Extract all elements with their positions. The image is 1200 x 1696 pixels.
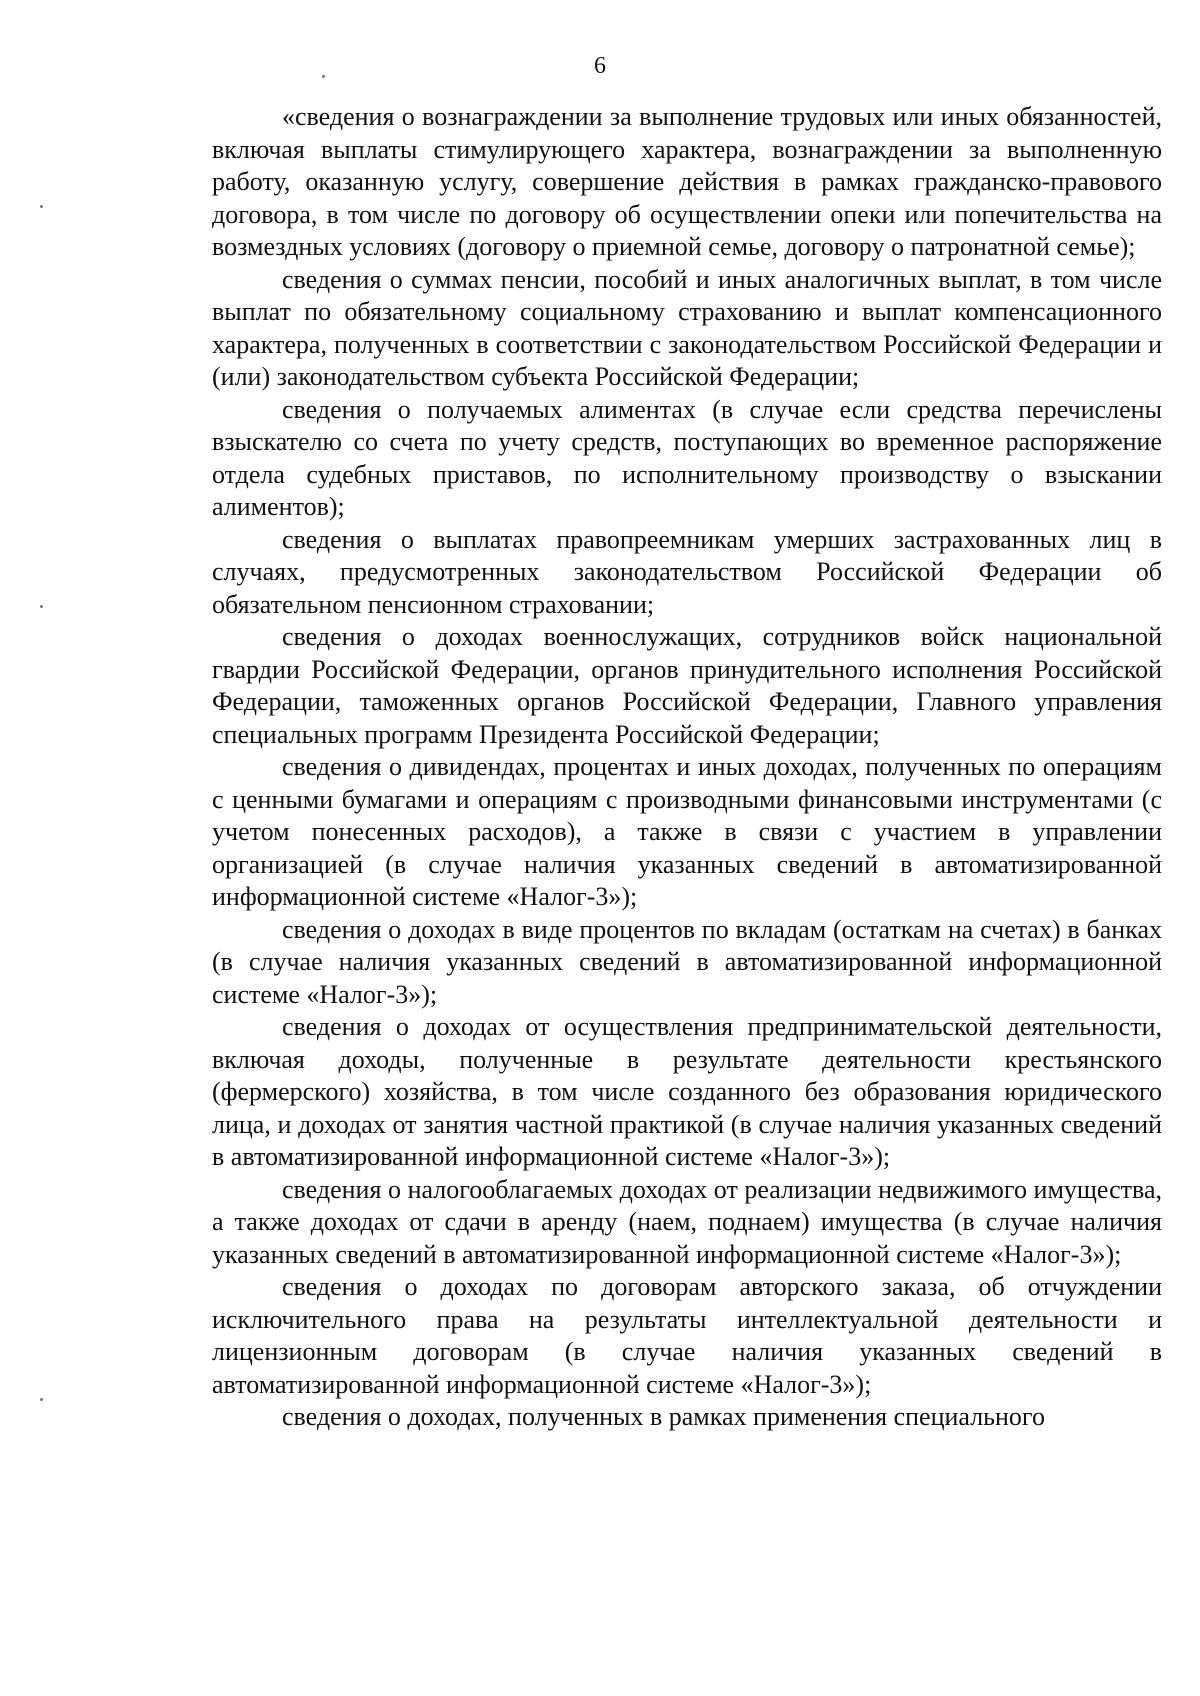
scan-mark: [40, 205, 43, 208]
paragraph: сведения о доходах, полученных в рамках применения специального: [282, 1402, 1045, 1431]
scan-mark: [40, 1398, 43, 1401]
scan-mark: [322, 75, 325, 78]
document-body: [212, 101, 1162, 1434]
page-number: 6: [594, 53, 606, 79]
paragraph: сведения о дивидендах, процентах и иных доходах, полученных по операциям с ценными бумагами и операциям с производными финансовыми инструментами (с учетом понесенных расходов), а также в связи с участием в управлении организацией (в случае наличия указанных сведений в автоматизированной информационной системе «Налог-3»);: [212, 752, 1162, 911]
paragraph: сведения о суммах пенсии, пособий и иных аналогичных выплат, в том числе выплат по обязательному социальному страхованию и выплат компенсационного характера, полученных в соответствии с законодательством Российской Федерации и (или) законодательством субъекта Российской Федерации;: [212, 264, 1162, 391]
paragraph: сведения о выплатах правопреемникам умерших застрахованных лиц в случаях, предусмотренных законодательством Российской Федерации об обязательном пенсионном страховании;: [212, 524, 1162, 619]
paragraph: «сведения о вознаграждении за выполнение трудовых или иных обязанностей, включая выплаты стимулирующего характера, вознаграждении за выполненную работу, оказанную услугу, совершение действия в рамках гражданско-правового договора, в том числе по договору об осуществлении опеки или попечительства на возмездных условиях (договору о приемной семье, договору о патронатной семье);: [212, 102, 1162, 261]
paragraph: сведения о доходах военнослужащих, сотрудников войск национальной гвардии Российской Федерации, органов принудительного исполнения Российской Федерации, таможенных органов Российской Федерации, Главного управления специальных программ Президента Российской Федерации;: [212, 622, 1162, 749]
paragraph: сведения о получаемых алиментах (в случае если средства перечислены взыскателю со счета по учету средств, поступающих во временное распоряжение отдела судебных приставов, по исполнительному производству о взыскании алиментов);: [212, 394, 1162, 521]
paragraph: сведения о доходах в виде процентов по вкладам (остаткам на счетах) в банках (в случае наличия указанных сведений в автоматизированной информационной системе «Налог-3»);: [212, 914, 1162, 1009]
paragraph: сведения о налогооблагаемых доходах от реализации недвижимого имущества, а также доходах от сдачи в аренду (наем, поднаем) имущества (в случае наличия указанных сведений в автоматизированной информационной системе «Налог-3»);: [212, 1174, 1162, 1269]
paragraph: сведения о доходах по договорам авторского заказа, об отчуждении исключительного права на результаты интеллектуальной деятельности и лицензионным договорам (в случае наличия указанных сведений в автоматизированной информационной системе «Налог-3»);: [212, 1272, 1162, 1399]
paragraph: сведения о доходах от осуществления предпринимательской деятельности, включая доходы, полученные в результате деятельности крестьянского (фермерского) хозяйства, в том числе созданного без образования юридического лица, и доходах от занятия частной практикой (в случае наличия указанных сведений в автоматизированной информационной системе «Налог-3»);: [212, 1012, 1162, 1171]
scan-mark: [40, 605, 43, 608]
